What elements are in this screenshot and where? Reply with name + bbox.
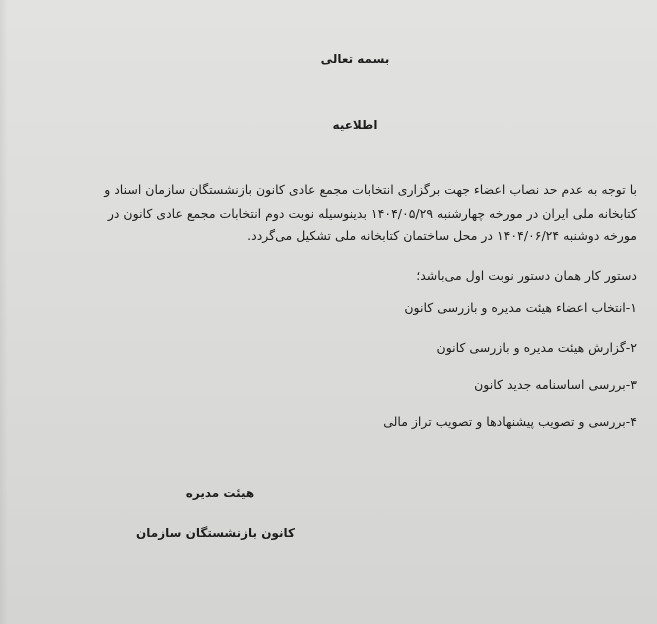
agenda-item-1: ۱-انتخاب اعضاء هیئت مدیره و بازرسی کانون [404,300,637,315]
agenda-intro: دستور کار همان دستور نوبت اول می‌باشد؛ [416,268,637,283]
paragraph-line-3: مورخه دوشنبه ۱۴۰۴/۰۶/۲۴ در محل ساختمان کتابخانه ملی تشکیل می‌گردد. [247,228,637,243]
agenda-item-3: ۳-بررسی اساسنامه جدید کانون [474,377,637,392]
page-edge-shadow [0,0,8,624]
paragraph-line-1: با توجه به عدم حد نصاب اعضاء جهت برگزاری انتخابات مجمع عادی کانون بازنشستگان سازمان اسناد و [104,182,637,197]
paragraph-line-2: کتابخانه ملی ایران در مورخه چهارشنبه ۱۴۰۴/۰۵/۲۹ بدینوسیله نوبت دوم انتخابات مجمع عادی کانون در [107,206,637,221]
agenda-item-2: ۲-گزارش هیئت مدیره و بازرسی کانون [436,340,637,355]
signature-organization: کانون بازنشستگان سازمان [136,526,295,540]
agenda-item-4: ۴-بررسی و تصویب پیشنهادها و تصویب تراز مالی [383,414,637,429]
notice-title: اطلاعیه [332,118,378,132]
document-heading: بسمه تعالی [320,52,390,66]
signature-board: هیئت مدیره [185,486,255,500]
